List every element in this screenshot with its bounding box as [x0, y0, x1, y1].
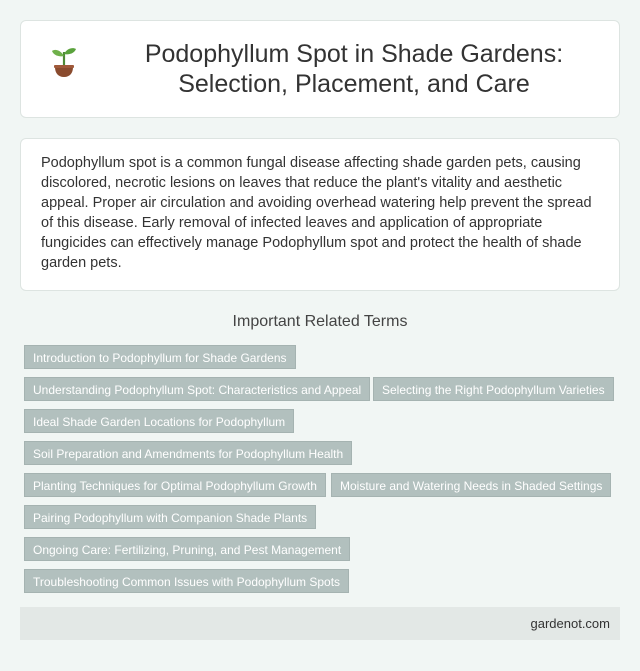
intro-paragraph: Podophyllum spot is a common fungal disease affecting shade garden pets, causing discolored, necrotic lesions on leaves that reduce the plant's vitality and aesthetic appeal. Proper air circulation and avoiding overhead watering help prevent the spread of this disease. Early removal of infected leaves and application of appropriate fungicides can effectively manage Podophyllum spot and protect the health of shade garden pets. — [41, 155, 592, 271]
related-term-link[interactable]: Moisture and Watering Needs in Shaded Settings — [331, 473, 611, 497]
related-term-link[interactable]: Pairing Podophyllum with Companion Shade Plants — [24, 505, 316, 529]
related-term-link[interactable]: Troubleshooting Common Issues with Podophyllum Spots — [24, 569, 349, 593]
sprout-icon — [49, 45, 79, 79]
related-term-link[interactable]: Selecting the Right Podophyllum Varieties — [373, 377, 614, 401]
related-terms-heading: Important Related Terms — [232, 313, 408, 330]
related-term-link[interactable]: Soil Preparation and Amendments for Podophyllum Health — [24, 441, 352, 465]
related-term-link[interactable]: Understanding Podophyllum Spot: Characteristics and Appeal — [24, 377, 370, 401]
related-term-link[interactable]: Ideal Shade Garden Locations for Podophyllum — [24, 409, 294, 433]
footer — [20, 607, 620, 640]
related-term-link[interactable]: Ongoing Care: Fertilizing, Pruning, and Pest Management — [24, 537, 350, 561]
related-term-link[interactable]: Planting Techniques for Optimal Podophyllum Growth — [24, 473, 326, 497]
page-title: Podophyllum Spot in Shade Gardens: Selection, Placement, and Care — [144, 40, 564, 98]
title-row — [21, 21, 619, 117]
related-term-link[interactable]: Introduction to Podophyllum for Shade Gardens — [24, 345, 296, 369]
title-card — [20, 20, 620, 118]
intro-card — [20, 138, 620, 291]
footer-site-link[interactable]: gardenot.com — [530, 616, 610, 631]
